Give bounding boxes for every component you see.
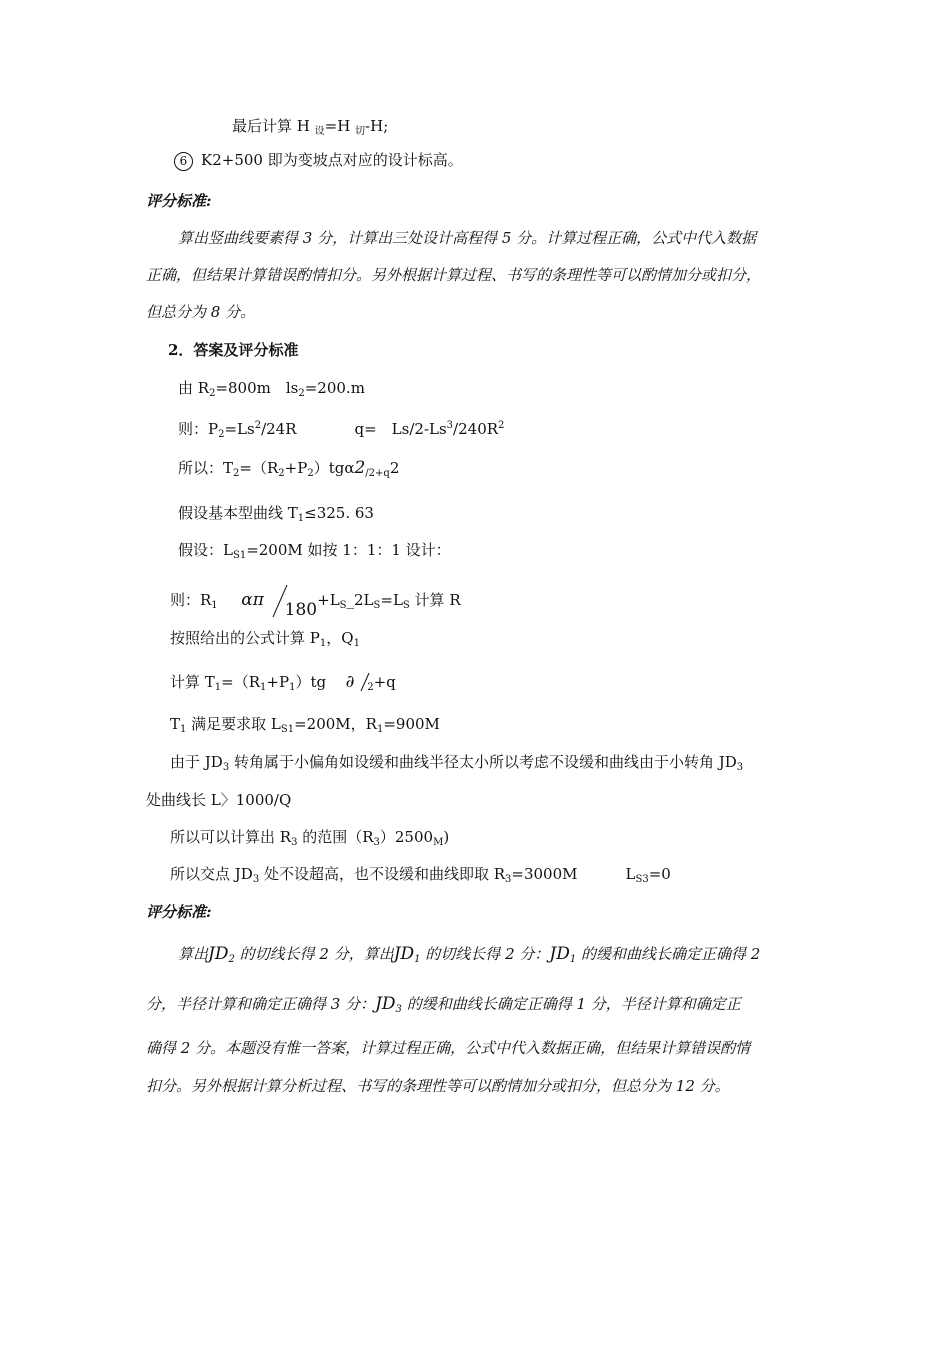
text-segment: 的切线长得 2 分： bbox=[420, 945, 550, 963]
text-segment: 转角属于小偏角如设缓和曲线半径太小所以考虑不设缓和曲线由于小转角 JD bbox=[229, 753, 737, 771]
subscript: 切 bbox=[355, 126, 366, 137]
text-segment: =200.m bbox=[304, 379, 365, 397]
subscript: 1 bbox=[319, 638, 327, 649]
text-segment: 180 bbox=[284, 600, 318, 620]
subscript: M bbox=[433, 837, 444, 848]
text-segment: /240R bbox=[453, 420, 499, 438]
text-segment: =200M，R bbox=[294, 715, 377, 733]
text-segment: L bbox=[625, 865, 636, 883]
given-line bbox=[178, 378, 365, 404]
subscript: 2 bbox=[218, 429, 225, 440]
subscript: /2+q bbox=[365, 468, 390, 479]
text-segment: =（R bbox=[239, 459, 279, 477]
text-segment: 算出 bbox=[178, 945, 209, 963]
text-segment: ) bbox=[443, 828, 450, 846]
subscript: 3 bbox=[395, 1004, 402, 1015]
subscript: S bbox=[339, 600, 347, 611]
text-segment: ≤325. 63 bbox=[304, 504, 374, 522]
subscript: 3 bbox=[505, 874, 512, 885]
text-segment: ）2500 bbox=[379, 828, 434, 846]
subscript: 1 bbox=[353, 638, 360, 649]
subscript: 设 bbox=[314, 126, 325, 137]
text-segment: =900M bbox=[383, 715, 440, 733]
text-segment: q= Ls/2-Ls bbox=[354, 420, 447, 438]
subscript: S1 bbox=[280, 724, 295, 735]
text: -H; bbox=[365, 117, 389, 135]
text-segment: =3000M bbox=[511, 865, 578, 883]
scoring1-para-line2: 正确，但结果计算错误酌情扣分。另外根据计算过程、书写的条理性等可以酌情加分或扣分， bbox=[146, 266, 762, 284]
scoring2-para-line4: 扣分。另外根据计算分析过程、书写的条理性等可以酌情加分或扣分，但总分为 12 分。 bbox=[146, 1077, 730, 1095]
text-segment: 的范围（R bbox=[297, 828, 374, 846]
text-segment: =0 bbox=[648, 865, 671, 883]
final-calc-line bbox=[232, 116, 388, 142]
text-segment: JD bbox=[375, 994, 396, 1014]
subscript: 1 bbox=[180, 724, 187, 735]
step-6-text: K2+500 即为变坡点对应的设计标高。 bbox=[201, 151, 463, 169]
text-segment: =（R bbox=[221, 673, 261, 691]
subscript: 2 bbox=[209, 388, 216, 399]
text-segment: ，Q bbox=[326, 629, 354, 647]
subscript: 1 bbox=[211, 600, 218, 611]
subscript: 3 bbox=[252, 874, 260, 885]
text-segment: +P bbox=[284, 459, 308, 477]
scoring1-para-line1: 算出竖曲线要素得 3 分，计算出三处设计高程得 5 分。计算过程正确，公式中代入数据 bbox=[178, 229, 757, 247]
calc-p1-q1-line bbox=[170, 628, 360, 654]
jd3-line-2: 处曲线长 L〉1000/Q bbox=[146, 791, 292, 809]
text-segment: T bbox=[170, 715, 181, 733]
text-segment: 满足要求取 L bbox=[186, 715, 281, 733]
text: =H bbox=[324, 117, 356, 135]
t1-condition-line bbox=[170, 714, 440, 740]
assume-ls1-line bbox=[178, 540, 451, 566]
text-segment: 按照给出的公式计算 P bbox=[170, 629, 320, 647]
text-segment: 则：R bbox=[170, 591, 212, 609]
text-segment: 2 bbox=[389, 459, 400, 477]
assume-t1-line bbox=[178, 503, 374, 529]
text-segment: 由 R bbox=[178, 379, 210, 397]
jd3-line-1 bbox=[170, 752, 743, 778]
scoring-heading-2: 评分标准: bbox=[146, 903, 212, 921]
subscript: 1 bbox=[376, 724, 384, 735]
scoring2-para-line2 bbox=[146, 992, 741, 1022]
r3-range-line bbox=[170, 827, 449, 853]
text-segment: 则：P bbox=[178, 420, 219, 438]
scoring-heading-1: 评分标准: bbox=[146, 192, 212, 210]
subscript: 2 bbox=[298, 388, 305, 399]
text-segment: 假设基本型曲线 T bbox=[178, 504, 298, 522]
jd3-conclusion-line bbox=[170, 864, 671, 890]
step-marker: 6 bbox=[174, 152, 193, 171]
text-segment: ∂ bbox=[345, 672, 355, 692]
text-segment: +L bbox=[317, 591, 340, 609]
subscript: 2 bbox=[233, 468, 240, 479]
subscript: 3 bbox=[373, 837, 380, 848]
text-segment: ）tg bbox=[313, 459, 345, 477]
subscript: 1 bbox=[414, 954, 421, 965]
scoring2-para-line3: 确得 2 分。本题没有惟一答案，计算过程正确，公式中代入数据正确，但结果计算错误酌情 bbox=[146, 1039, 751, 1057]
text-segment: 的缓和曲线长确定正确得 2 bbox=[576, 945, 761, 963]
text-segment: 假设：L bbox=[178, 541, 233, 559]
text: 最后计算 H bbox=[232, 117, 315, 135]
t2-formula-line bbox=[178, 458, 399, 484]
superscript: 2 bbox=[498, 420, 505, 431]
text-segment: =800m ls bbox=[215, 379, 299, 397]
text-segment: JD bbox=[549, 944, 570, 964]
text-segment: 处不设超高，也不设缓和曲线即取 R bbox=[259, 865, 506, 883]
subscript: 2 bbox=[228, 954, 235, 965]
subscript: 1 bbox=[260, 682, 267, 693]
superscript: 2 bbox=[254, 420, 262, 431]
text-segment: απ bbox=[241, 590, 264, 610]
text-segment: /24R bbox=[261, 420, 297, 438]
text-segment: α bbox=[344, 459, 355, 477]
text-segment: 的缓和曲线长确定正确得 1 分，半径计算和确定正 bbox=[401, 995, 741, 1013]
text-segment: 所以交点 JD bbox=[170, 865, 253, 883]
section-2-title: 2．答案及评分标准 bbox=[168, 341, 299, 359]
scoring1-para-line3: 但总分为 8 分。 bbox=[146, 303, 256, 321]
scoring2-para-line1 bbox=[178, 942, 760, 972]
text-segment: =200M 如按 1：1：1 设计： bbox=[246, 541, 451, 559]
subscript: 3 bbox=[222, 762, 230, 773]
text-segment: 计算 T bbox=[170, 673, 215, 691]
text-segment: 分，半径计算和确定正确得 3 分： bbox=[146, 995, 376, 1013]
step-6-line bbox=[174, 150, 463, 171]
t1-formula-line bbox=[170, 671, 396, 698]
text-segment: 由于 JD bbox=[170, 753, 223, 771]
superscript: 3 bbox=[446, 420, 454, 431]
subscript: 3 bbox=[291, 837, 298, 848]
subscript: 1 bbox=[289, 682, 296, 693]
text-segment: =L bbox=[380, 591, 403, 609]
subscript: 1 bbox=[569, 954, 577, 965]
text-segment: JD bbox=[208, 944, 229, 964]
text-segment: _2L bbox=[346, 591, 374, 609]
text-segment: 的切线长得 2 分，算出 bbox=[234, 945, 394, 963]
subscript: S1 bbox=[232, 550, 247, 561]
text-segment: +P bbox=[266, 673, 290, 691]
subscript: S3 bbox=[635, 874, 649, 885]
text-segment: ）tg bbox=[295, 673, 327, 691]
subscript: 2 bbox=[278, 468, 285, 479]
text-segment: 所以可以计算出 R bbox=[170, 828, 292, 846]
text-segment: 计算 R bbox=[409, 591, 461, 609]
text-segment: +q bbox=[373, 673, 396, 691]
subscript: 3 bbox=[736, 762, 744, 773]
r1-formula-line bbox=[170, 583, 461, 621]
subscript: 2 bbox=[307, 468, 314, 479]
subscript: S bbox=[373, 600, 381, 611]
subscript: 1 bbox=[297, 513, 305, 524]
text-segment: JD bbox=[393, 944, 415, 964]
subscript: 2 bbox=[367, 682, 374, 693]
subscript: S bbox=[402, 600, 410, 611]
subscript: 1 bbox=[214, 682, 222, 693]
p-q-formula-line bbox=[178, 416, 504, 445]
text-segment: 所以：T bbox=[178, 459, 234, 477]
text-segment: 2 bbox=[354, 458, 366, 478]
text-segment: =Ls bbox=[224, 420, 255, 438]
